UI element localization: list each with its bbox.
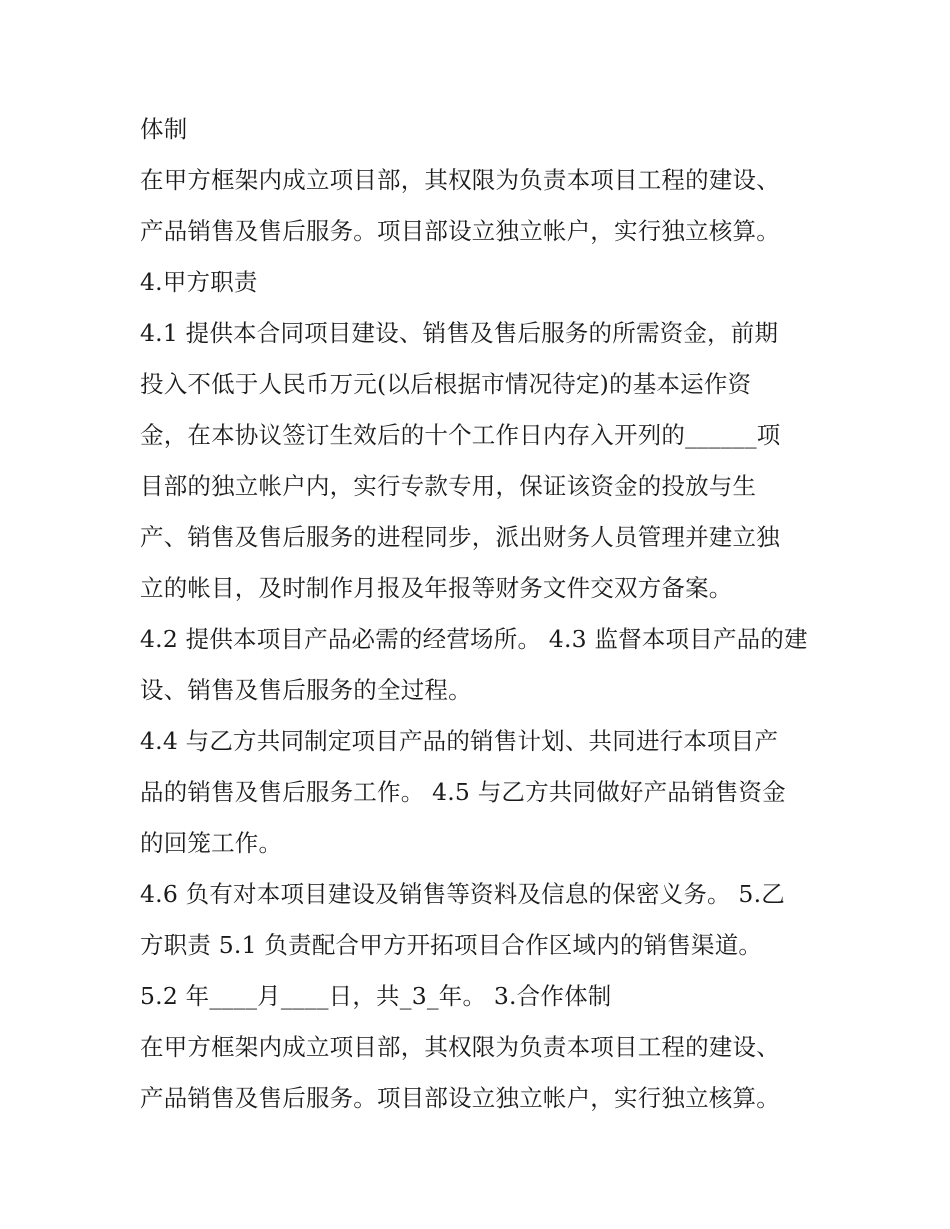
text-line: 产、销售及售后服务的进程同步，派出财务人员管理并建立独 [140, 523, 780, 551]
text-line: 5.2 年____月____日，共_3_年。 3.合作体制 [140, 982, 612, 1010]
text-line: 产品销售及售后服务。项目部设立独立帐户，实行独立核算。 [140, 217, 780, 245]
text-line: 4.1 提供本合同项目建设、销售及售后服务的所需资金，前期 [140, 319, 779, 347]
text-line: 投入不低于人民币万元(以后根据市情况待定)的基本运作资 [140, 370, 752, 398]
text-line: 目部的独立帐户内，实行专款专用，保证该资金的投放与生 [140, 472, 757, 500]
section-heading: 4.甲方职责 [140, 268, 258, 296]
text-line: 立的帐目，及时制作月报及年报等财务文件交双方备案。 [140, 574, 733, 602]
text-line: 方职责 5.1 负责配合甲方开拓项目合作区域内的销售渠道。 [140, 931, 763, 959]
text-line: 4.2 提供本项目产品必需的经营场所。 4.3 监督本项目产品的建 [140, 625, 808, 653]
text-line: 设、销售及售后服务的全过程。 [140, 676, 472, 704]
text-line: 在甲方框架内成立项目部，其权限为负责本项目工程的建设、 [140, 1033, 780, 1061]
text-line: 品的销售及售后服务工作。 4.5 与乙方共同做好产品销售资金 [140, 778, 786, 806]
text-line: 金，在本协议签订生效后的十个工作日内存入开列的______项 [140, 421, 781, 449]
text-line: 4.4 与乙方共同制定项目产品的销售计划、共同进行本项目产 [140, 727, 779, 755]
text-line: 体制 [140, 115, 188, 143]
text-line: 产品销售及售后服务。项目部设立独立帐户，实行独立核算。 [140, 1084, 780, 1112]
contract-text [140, 107, 830, 1127]
text-line: 的回笼工作。 [140, 829, 283, 857]
text-line: 在甲方框架内成立项目部，其权限为负责本项目工程的建设、 [140, 166, 780, 194]
text-line: 4.6 负有对本项目建设及销售等资料及信息的保密义务。 5.乙 [140, 880, 785, 908]
